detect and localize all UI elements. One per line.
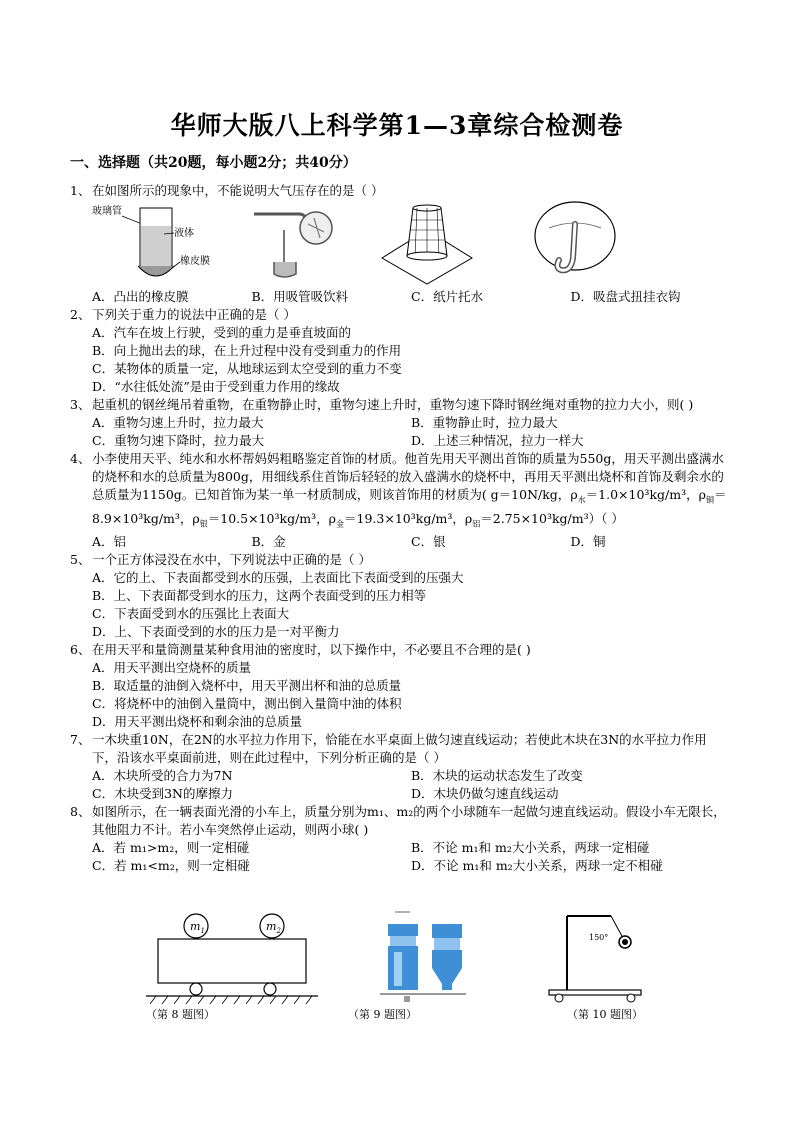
- question-text: 在用天平和量筒测量某种食用油的密度时，以下操作中，不必要且不合理的是( ): [92, 642, 531, 657]
- option-c: C．纸片托水: [411, 289, 484, 304]
- question-number: 2、: [70, 307, 91, 322]
- question-4: [70, 450, 730, 551]
- question-1-figures: [92, 200, 730, 288]
- question-4-options: [70, 533, 730, 551]
- question-7-options: [70, 767, 730, 803]
- option-c: C．将烧杯中的油倒入量筒中，测出倒入量筒中油的体积: [92, 696, 402, 711]
- question-7: [70, 731, 730, 803]
- suction-cup-hook-figure: [527, 200, 627, 285]
- question-text-main: 小李使用天平、纯水和水杯帮妈妈粗略鉴定首饰的材质。他首先用天平测出首饰的质量为550g，用天平测出盛满水的烧杯和水的总质量为800g，用细线系住首饰后轻轻的放入盛满水的烧杯中，再用天平测出烧杯和首饰及剩余水的总质量为1150g。已知首饰为某一单一材质制成，则该首饰用的材质为( g＝10N/kg，: [92, 451, 724, 502]
- option-b: B．取适量的油倒入烧杯中，用天平测出杯和油的总质量: [92, 678, 402, 693]
- question-number: 6、: [70, 642, 91, 657]
- option-b: B．木块的运动状态发生了改变: [411, 768, 583, 783]
- question-number: 1、: [70, 183, 91, 198]
- section-heading: 一、选择题（共20题，每小题2分；共40分）: [70, 155, 357, 171]
- question-text: 下列关于重力的说法中正确的是（ ）: [92, 307, 296, 322]
- question-3-options: [70, 414, 730, 450]
- option-a: A．若 m₁>m₂，则一定相碰: [92, 840, 250, 855]
- density-silver: $\rho_银=10.5\times 10^3kg/m^3$，: [192, 510, 329, 528]
- figure-10-caption: （第 10 题图）: [567, 1008, 643, 1021]
- option-c: C．若 m₁<m₂，则一定相碰: [92, 858, 250, 873]
- question-8: [70, 803, 730, 875]
- question-list: [70, 182, 730, 875]
- page-title: 华师大版八上科学第1—3章综合检测卷: [170, 111, 624, 140]
- option-a: A．铝: [92, 534, 127, 549]
- question-5: [70, 551, 730, 641]
- option-b: B．不论 m₁和 m₂大小关系，两球一定相碰: [411, 840, 650, 855]
- option-d: D．吸盘式扭挂衣钩: [570, 289, 681, 304]
- option-c: C．银: [411, 534, 446, 549]
- density-gold: $\rho_金=19.3\times 10^3kg/m^3$，: [328, 510, 465, 528]
- question-3: [70, 396, 730, 450]
- question-1: [70, 182, 730, 306]
- pendulum-cart-figure: [545, 908, 645, 1004]
- option-b: B．向上抛出去的球，在上升过程中没有受到重力的作用: [92, 343, 402, 358]
- paper-holds-water-figure: [377, 200, 477, 285]
- straw-drink-figure: [244, 200, 344, 285]
- question-2: [70, 306, 730, 396]
- option-b: B．用吸管吸饮料: [251, 289, 349, 304]
- question-text: 一个正方体浸没在水中，下列说法中正确的是（ ）: [92, 552, 371, 567]
- density-aluminum: $\rho_铝=2.75\times 10^3kg/m^3$）（ ）: [464, 510, 624, 528]
- rubber-membrane-tube-figure: [92, 200, 212, 285]
- question-number: 8、: [70, 804, 91, 819]
- question-text: 起重机的钢丝绳吊着重物，在重物静止时，重物匀速上升时，重物匀速下降时钢丝绳对重物的拉力大小，则( ): [92, 397, 694, 412]
- cart-body: [158, 939, 306, 983]
- option-c: C．重物匀速下降时，拉力最大: [92, 433, 265, 448]
- figure-8-caption: （第 8 题图）: [146, 1008, 215, 1021]
- angle-label: 150°: [589, 933, 609, 942]
- rubber-membrane-label: 橡皮膜: [180, 256, 210, 267]
- cart-two-balls-figure: [146, 908, 322, 1004]
- blue-containers-figure: [380, 908, 470, 1004]
- option-d: D．上、下表面受到的水的压力是一对平衡力: [92, 624, 340, 639]
- option-c: C．木块受到3N的摩擦力: [92, 786, 233, 801]
- option-a: A．重物匀速上升时，拉力最大: [92, 415, 264, 430]
- option-c: C．某物体的质量一定，从地球运到太空受到的重力不变: [92, 361, 402, 376]
- option-a: A．木块所受的合力为7N: [92, 768, 233, 783]
- option-d: D．木块仍做匀速直线运动: [411, 786, 559, 801]
- option-d: D．用天平测出烧杯和剩余油的总质量: [92, 714, 303, 729]
- question-1-options: [70, 288, 730, 306]
- option-b: B．重物静止时，拉力最大: [411, 415, 558, 430]
- question-text: 一木块重10N，在2N的水平拉力作用下，恰能在水平桌面上做匀速直线运动；若使此木块在3N的水平拉力作用下，沿该水平桌面前进，则在此过程中，下列分析正确的是（ ）: [92, 732, 707, 765]
- option-c: C．下表面受到水的压强比上表面大: [92, 606, 290, 621]
- liquid-label: 液体: [174, 228, 194, 239]
- density-water: $\rho_水=1.0\times 10^3kg/m^3$，: [570, 487, 699, 505]
- option-d: D．不论 m₁和 m₂大小关系，两球一定不相碰: [411, 858, 663, 873]
- option-a: A．凸出的橡皮膜: [92, 289, 189, 304]
- option-a: A．它的上、下表面都受到水的压强，上表面比下表面受到的压强大: [92, 570, 464, 585]
- question-text: 如图所示，在一辆表面光滑的小车上，质量分别为m₁、m₂的两个小球随车一起做匀速直线运动。假设小车无限长，其他阻力不计。若小车突然停止运动，则两小球( ): [92, 804, 726, 837]
- question-text: [92, 450, 730, 533]
- question-number: 4、: [70, 451, 91, 466]
- ball-m2-label: $m_2$: [266, 920, 281, 935]
- question-number: 5、: [70, 552, 91, 567]
- question-8-options: [70, 839, 730, 875]
- option-d: D．“水往低处流”是由于受到重力作用的缘故: [92, 379, 340, 394]
- question-6: [70, 641, 730, 731]
- option-d: D．上述三种情况，拉力一样大: [411, 433, 584, 448]
- option-a: A．用天平测出空烧杯的质量: [92, 660, 252, 675]
- question-text: 在如图所示的现象中，不能说明大气压存在的是（ ）: [92, 183, 384, 198]
- glass-tube-label: 玻璃管: [92, 206, 122, 217]
- ball-m1-label: $m_1$: [190, 920, 205, 935]
- option-d: D．铜: [570, 534, 606, 549]
- question-number: 3、: [70, 397, 91, 412]
- question-number: 7、: [70, 732, 91, 747]
- figure-9-caption: （第 9 题图）: [348, 1008, 417, 1021]
- option-b: B．金: [251, 534, 286, 549]
- density-copper: $\rho_铜=8.9\times 10^3kg/m^3$，: [92, 487, 727, 526]
- option-a: A．汽车在坡上行驶，受到的重力是垂直坡面的: [92, 325, 352, 340]
- option-b: B．上、下表面都受到水的压力，这两个表面受到的压力相等: [92, 588, 427, 603]
